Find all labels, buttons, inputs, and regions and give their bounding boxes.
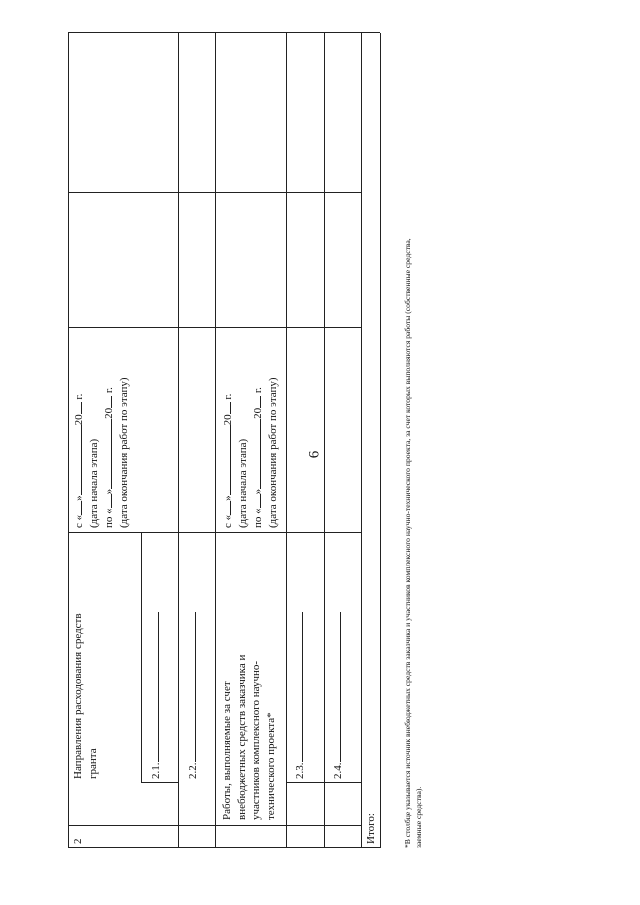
extrabudget-end-date: по «»20 г. — [252, 387, 264, 528]
extrabudget-start-date: с «»20 г. — [222, 393, 234, 528]
total-label: Итого: — [365, 813, 377, 844]
rotated-page-content — [68, 33, 423, 848]
extrabudget-end-hint: (дата окончания работ по этапу) — [266, 377, 279, 528]
extrabudget-dates-block — [220, 377, 280, 528]
grant-end-hint: (дата окончания работ по этапу) — [117, 377, 130, 528]
item-2-2: 2.2. — [185, 613, 201, 780]
table-border-top — [68, 33, 69, 848]
grant-start-date: с «»20 г. — [73, 393, 85, 528]
row-line-extrabudget — [215, 33, 216, 848]
row-line-2-3 — [286, 33, 287, 848]
table-border-left — [68, 847, 380, 848]
item-2-1: 2.1. — [148, 613, 164, 780]
row-line-total — [361, 33, 362, 848]
extrabudget-start-hint: (дата начала этапа) — [236, 438, 249, 528]
footnote: *В столбце указывается источник внебюджетных средств заказчика и участников комплексного научно-технического проекта, за счет которых выполняются работы (собственные средства, заемные средства). — [403, 238, 423, 848]
table-border-bottom — [380, 33, 381, 848]
row-line-2-4 — [324, 33, 325, 848]
grant-dates-block — [71, 377, 131, 528]
col-line-sub-2-2 — [141, 782, 178, 783]
extrabudget-label: Работы, выполняемые за счет внебюджетных средств заказчика и участников комплексного научно- технического проекта* — [221, 654, 277, 820]
page-number: 6 — [306, 450, 323, 459]
item-2-3: 2.3. — [292, 613, 308, 780]
column-number: 2 — [72, 838, 84, 844]
row-line-2-1 — [141, 533, 142, 783]
col-line-3 — [68, 327, 361, 328]
row-line-2-2 — [178, 33, 179, 848]
col-line-number — [68, 825, 361, 826]
grant-start-hint: (дата начала этапа) — [87, 438, 100, 528]
col-line-sub-2-4 — [286, 782, 361, 783]
col-line-dates — [68, 532, 361, 533]
grant-directions-label: Направления расходования средств гранта — [72, 613, 99, 779]
grant-end-date: по «»20 г. — [103, 387, 115, 528]
item-2-4: 2.4. — [330, 613, 346, 780]
table-border-right — [68, 32, 380, 33]
col-line-4 — [68, 192, 361, 193]
